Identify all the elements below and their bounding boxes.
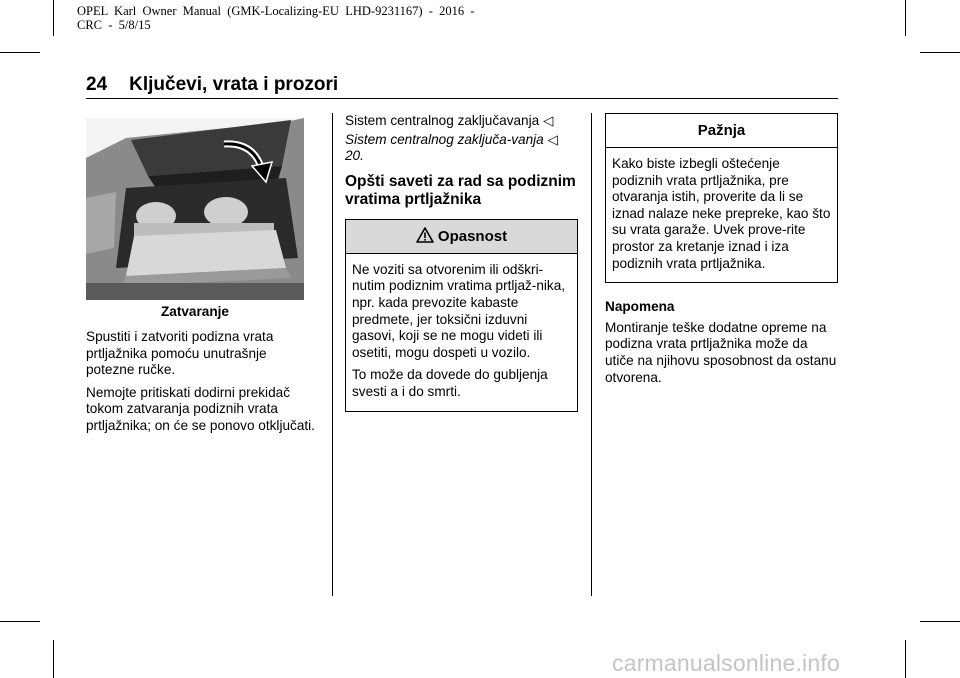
caution-box	[605, 113, 838, 283]
left-column	[86, 329, 316, 441]
warning-triangle-icon	[416, 227, 434, 243]
crop-mark	[0, 52, 40, 53]
crop-mark	[53, 640, 54, 678]
crop-mark	[920, 52, 960, 53]
crop-mark	[905, 0, 906, 36]
paragraph: Kako biste izbegli oštećenje podiznih vrata prtljažnika, pre otvaranja istih, proverite da li se iznad nalaze neke prepreke, kao što su vrata garaže. Uvek prove-rite prostor za kretanje iznad i iza podiznih vrata prtljažnika.	[612, 156, 831, 271]
column-divider	[591, 113, 592, 596]
paragraph: To može da dovede do gubljenja svesti a i do smrti.	[352, 367, 548, 399]
meta-line-2: CRC - 5/8/15	[77, 18, 151, 32]
section-title: Ključevi, vrata i prozori	[129, 74, 339, 95]
xref-link[interactable]	[345, 132, 578, 165]
watermark: carmanualsonline.info	[612, 650, 840, 676]
page-number: 24	[86, 74, 108, 95]
paragraph: Nemojte pritiskati dodirni prekidač tokom zatvaranja podiznih vrata prtljažnika; on će se ponovo otključati.	[86, 384, 315, 433]
tailgate-photo	[86, 118, 304, 300]
figure-caption: Zatvaranje	[160, 304, 229, 319]
meta-line-1: OPEL Karl Owner Manual (GMK-Localizing-EU LHD-9231167) - 2016 -	[77, 4, 475, 18]
note-body: Montiranje teške dodatne opreme na podizna vrata prtljažnika može da utiče na njihovu sposobnost da ostanu otvorena.	[605, 319, 837, 385]
danger-box-body	[346, 254, 577, 411]
triangle-arrow-icon: ◁	[547, 131, 558, 147]
crop-mark	[0, 621, 40, 622]
caution-box-body	[606, 148, 837, 282]
danger-box-title	[346, 220, 577, 254]
middle-column	[345, 113, 578, 412]
xref-paragraph	[345, 113, 578, 130]
header-rule	[86, 98, 838, 99]
crop-mark	[53, 0, 54, 36]
triangle-arrow-icon: ◁	[542, 113, 554, 128]
crop-mark	[905, 640, 906, 678]
danger-box	[345, 219, 578, 412]
document-meta	[77, 4, 475, 32]
tailgate-illustration	[86, 118, 304, 300]
xref-text: Sistem centralnog zaključavanja	[345, 113, 540, 128]
right-column	[605, 113, 838, 392]
paragraph: Ne voziti sa otvorenim ili odškri-nutim podiznim vratima prtljaž-nika, npr. kada prevozite kabaste predmete, jer toksični izduvni gasovi, koji se ne mogu videti ili osetiti, mogu dospeti u vozilo.	[352, 261, 566, 360]
danger-title-text: Opasnost	[437, 227, 508, 245]
page-title	[86, 74, 338, 96]
paragraph: Spustiti i zatvoriti podizna vrata prtljažnika pomoću unutrašnje potezne ručke.	[86, 329, 274, 378]
note-title: Napomena	[605, 299, 675, 315]
xref-page: 20.	[345, 148, 364, 164]
column-divider	[332, 113, 333, 596]
xref-italic: Sistem centralnog zaključa-vanja	[345, 131, 544, 147]
crop-mark	[920, 621, 960, 622]
section-subheading: Opšti saveti za rad sa podiznim vratima prtljažnika	[345, 172, 576, 208]
caution-box-title: Pažnja	[606, 114, 837, 148]
